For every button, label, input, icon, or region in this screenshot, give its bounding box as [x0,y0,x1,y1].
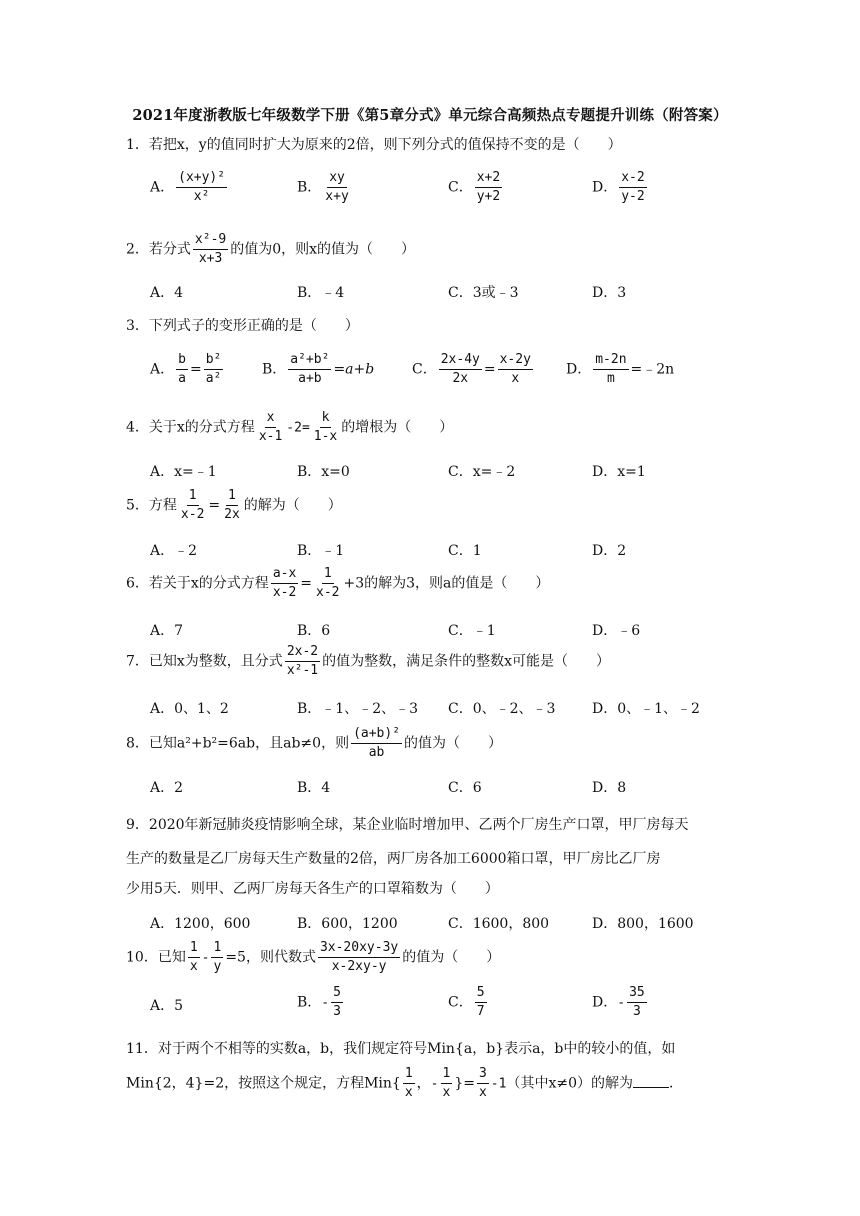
q5-option-d[interactable]: D．2 [592,543,627,559]
q2-fraction: $\frac{\text{x²-9}}{x+3}$ [194,232,227,266]
question-6-stem: 6．若关于x的分式方程 $\frac{a-x}{x-2}$ = $\frac{1}{x-2}$ +3的解为3，则a的值是（ ） [126,566,550,600]
question-4-stem: 4．关于x的分式方程 $\frac{x}{x-1}$ -2= $\frac{k}{1-x}$ 的增根为（ ） [126,410,454,444]
q6-option-c[interactable]: C．﹣1 [448,623,496,639]
question-8-stem: 8．已知a²+b²=6ab，且ab≠0，则 $\frac{\text{(a+b)²}}{ab}$ 的值为（ ） [126,726,503,760]
q1-d-fraction: $\frac{x-2}{y-2}$ [621,170,645,204]
question-5-stem: 5．方程 $\frac{1}{x-2}$ = $\frac{1}{2x}$ 的解为（ ） [126,488,342,522]
q2-option-a[interactable]: A．4 [150,285,184,301]
q1-option-a[interactable]: A． $\frac{\text{(x+y)²}}{\text{x²}}$ [150,170,226,204]
document-title: 2021年度浙教版七年级数学下册《第5章分式》单元综合高频热点专题提升训练（附答案） [132,107,728,124]
q8-option-b[interactable]: B．4 [297,780,331,796]
question-11-line-1: 11．对于两个不相等的实数a，b，我们规定符号Min{a，b}表示a，b中的较小的值，如 [126,1041,676,1057]
q4-option-b[interactable]: B．x=0 [297,464,350,480]
q3-option-d[interactable]: D． $\frac{m-2n}{m}$ =﹣2n [566,352,675,386]
q7-option-a[interactable]: A．0、1、2 [150,701,229,717]
q8-option-a[interactable]: A．2 [150,780,184,796]
q4-option-d[interactable]: D．x=1 [592,464,646,480]
q6-option-b[interactable]: B．6 [297,623,331,639]
q4-option-a[interactable]: A．x=﹣1 [150,464,217,480]
question-10-stem: 10．已知 $\frac{1}{x}$ - $\frac{1}{y}$ =5，则代数式 $\frac{3x-20xy-3y}{x-2xy-y}$ 的值为（ ） [126,940,501,974]
q7-option-b[interactable]: B．﹣1、﹣2、﹣3 [297,701,419,717]
q10-option-d[interactable]: D．- $\frac{35}{3}$ [592,985,645,1019]
q10-option-b[interactable]: B．- $\frac{5}{3}$ [297,985,341,1019]
q1-option-b[interactable]: B． $\frac{xy}{x+y}$ [297,170,349,204]
q1-option-d[interactable]: D． $\frac{x-2}{y-2}$ [592,170,645,204]
question-9-line-2: 生产的数量是乙厂房每天生产数量的2倍，两厂房各加工6000箱口罩，甲厂房比乙厂房 [126,851,661,867]
question-9-line-1: 9．2020年新冠肺炎疫情影响全球，某企业临时增加甲、乙两个厂房生产口罩，甲厂房每天 [126,817,689,833]
q1-b-fraction: $\frac{xy}{x+y}$ [325,170,349,204]
q1-c-fraction: $\frac{x+2}{y+2}$ [476,170,501,204]
question-11-line-2: Min{2，4}=2，按照这个规定，方程Min{ $\frac{1}{x}$ ，- $\frac{1}{x}$ }= $\frac{3}{x}$ -1（其中x≠0）的解为 ． [126,1066,683,1100]
q10-option-c[interactable]: C． $\frac{5}{7}$ [448,985,485,1019]
q7-option-c[interactable]: C．0、﹣2、﹣3 [448,701,556,717]
q1-a-fraction: $\frac{\text{(x+y)²}}{\text{x²}}$ [178,170,226,204]
q9-option-c[interactable]: C．1600，800 [448,916,550,932]
q9-option-d[interactable]: D．800，1600 [592,916,694,932]
q7-option-d[interactable]: D．0、﹣1、﹣2 [592,701,700,717]
q3-option-c[interactable]: C． $\frac{2x-4y}{2x}$ = $\frac{x-2y}{x}$ [412,352,531,386]
q6-option-a[interactable]: A．7 [150,623,184,639]
question-3-stem: 3．下列式子的变形正确的是（ ） [126,318,359,334]
q9-option-a[interactable]: A．1200，600 [150,916,251,932]
q3-option-b[interactable]: B． $\frac{\text{a²+b²}}{a+b}$ =a+b [262,352,375,386]
q5-option-c[interactable]: C．1 [448,543,482,559]
question-2-stem: 2．若分式 $\frac{\text{x²-9}}{x+3}$ 的值为0，则x的值为（ ） [126,232,416,266]
q10-option-a[interactable]: A．5 [150,998,184,1014]
q3-option-a[interactable]: A． $\frac{b}{a}$ = $\frac{\text{b²}}{\text{a²}}$ [150,352,222,386]
q8-option-c[interactable]: C．6 [448,780,482,796]
q1-option-c[interactable]: C． $\frac{x+2}{y+2}$ [448,170,501,204]
question-1-stem: 1．若把x，y的值同时扩大为原来的2倍，则下列分式的值保持不变的是（ ） [126,137,622,153]
q5-option-b[interactable]: B．﹣1 [297,543,345,559]
q5-option-a[interactable]: A．﹣2 [150,543,198,559]
q8-option-d[interactable]: D．8 [592,780,627,796]
q9-option-b[interactable]: B．600，1200 [297,916,398,932]
q2-option-d[interactable]: D．3 [592,285,627,301]
answer-blank[interactable] [633,1075,669,1088]
q2-option-b[interactable]: B．﹣4 [297,285,345,301]
q2-option-c[interactable]: C．3或﹣3 [448,285,519,301]
q6-option-d[interactable]: D．﹣6 [592,623,641,639]
question-9-line-3: 少用5天．则甲、乙两厂房每天各生产的口罩箱数为（ ） [126,881,499,897]
q4-option-c[interactable]: C．x=﹣2 [448,464,516,480]
question-7-stem: 7．已知x为整数，且分式 $\frac{2x-2}{\text{x²-1}}$ 的值为整数，满足条件的整数x可能是（ ） [126,644,611,678]
